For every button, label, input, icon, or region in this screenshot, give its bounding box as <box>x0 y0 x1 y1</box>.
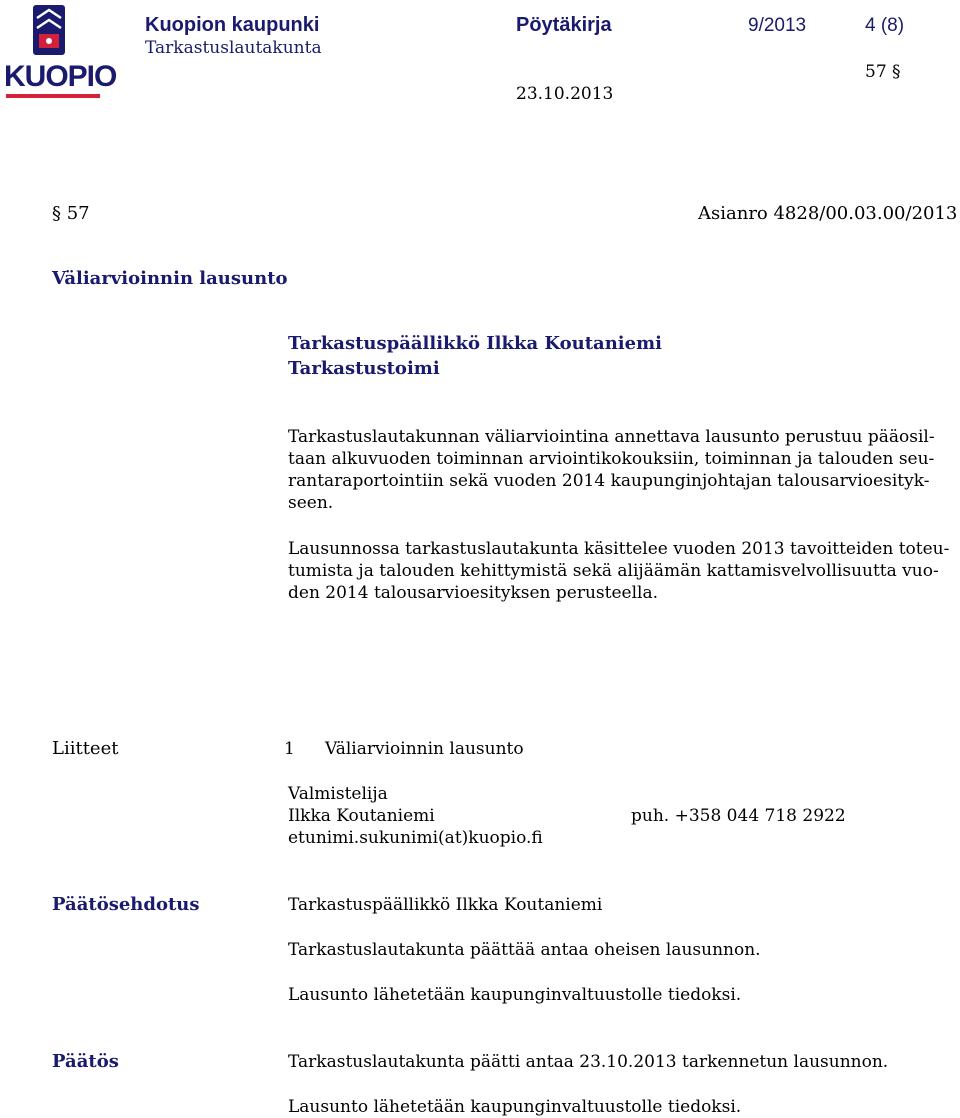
decision-line-2: Lausunto lähetetään kaupunginvaltuustolle tiedoksi. <box>288 1097 742 1117</box>
presenter: Tarkastuspäällikkö Ilkka Koutaniemi <box>288 333 662 354</box>
proposal-line-1: Tarkastuslautakunta päättää antaa oheisen lausunnon. <box>288 940 761 960</box>
preparer-email: etunimi.sukunimi(at)kuopio.fi <box>288 828 543 848</box>
issue-number: 9/2013 <box>748 15 807 36</box>
logo-wordmark: KUOPIO <box>4 60 117 93</box>
paragraph-line: Tarkastuslautakunnan väliarviointina annettava lausunto perustuu pääosil- <box>288 427 935 447</box>
paragraph-line: seen. <box>288 493 334 513</box>
decision-line-1: Tarkastuslautakunta päätti antaa 23.10.2013 tarkennetun lausunnon. <box>288 1052 889 1072</box>
board-name: Tarkastuslautakunta <box>145 38 322 58</box>
section-reference: 57 § <box>865 62 901 82</box>
decision-label: Päätös <box>52 1051 119 1072</box>
city-crest-icon <box>32 4 66 56</box>
section-number: § 57 <box>52 203 90 224</box>
paragraph-line: taan alkuvuoden toiminnan arviointikokouksiin, toiminnan ja talouden seu- <box>288 449 935 469</box>
section-title: Väliarvioinnin lausunto <box>52 268 288 289</box>
organization-name: Kuopion kaupunki <box>145 14 320 36</box>
unit: Tarkastustoimi <box>288 358 440 379</box>
paragraph-line: Lausunnossa tarkastuslautakunta käsittelee vuoden 2013 tavoitteiden toteu- <box>288 539 950 559</box>
preparer-name: Ilkka Koutaniemi <box>288 806 435 826</box>
preparer-phone: puh. +358 044 718 2922 <box>631 806 846 826</box>
attachments-label: Liitteet <box>52 738 119 759</box>
attachment-number: 1 <box>284 739 295 759</box>
logo-underline <box>6 94 100 98</box>
case-number: Asianro 4828/00.03.00/2013 <box>698 203 958 224</box>
proposal-line-2: Lausunto lähetetään kaupunginvaltuustolle tiedoksi. <box>288 985 742 1005</box>
paragraph-line: tumista ja talouden kehittymistä sekä alijäämän kattamisvelvollisuutta vuo- <box>288 561 939 581</box>
document-type: Pöytäkirja <box>516 14 612 36</box>
paragraph-2 <box>288 538 956 604</box>
attachment-title: Väliarvioinnin lausunto <box>325 739 524 759</box>
paragraph-1 <box>288 426 956 514</box>
meeting-date: 23.10.2013 <box>516 84 614 104</box>
paragraph-line: den 2014 talousarvioesityksen perusteella. <box>288 583 659 603</box>
proposal-label: Päätösehdotus <box>52 894 200 915</box>
preparer-label: Valmistelija <box>288 784 388 804</box>
kuopio-logo <box>4 4 117 100</box>
proposal-presenter: Tarkastuspäällikkö Ilkka Koutaniemi <box>288 895 603 915</box>
page-number: 4 (8) <box>865 15 905 36</box>
paragraph-line: rantaraportointiin sekä vuoden 2014 kaupunginjohtajan talousarvioesityk- <box>288 471 930 491</box>
